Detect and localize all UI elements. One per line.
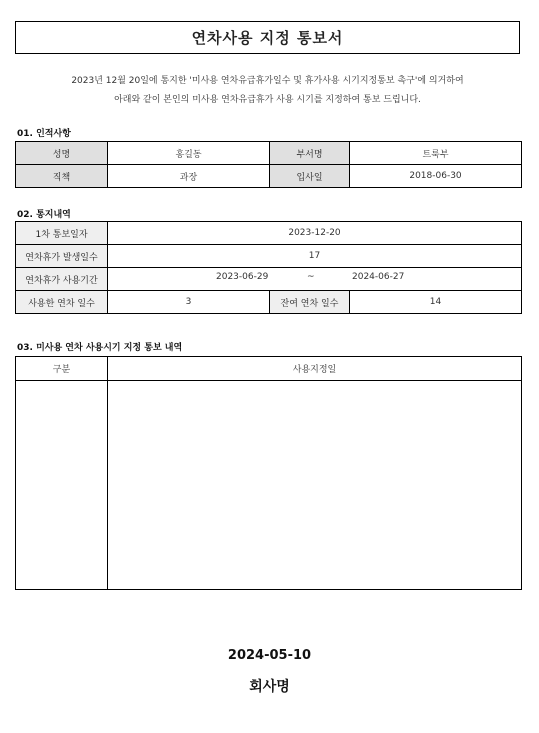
period-separator: ~ [307,272,315,282]
intro-line-2: 아래와 같이 본인의 미사용 연차유급휴가 사용 시기를 지정하여 통보 드립니다. [114,95,421,105]
remain-days-label: 잔여 연차 일수 [270,291,350,314]
section-notice-heading: 02. 통지내역 [17,210,71,220]
intro-line-1: 2023년 12월 20일에 통지한 '미사용 연차유급휴가일수 및 휴가사용 시기지정통보 촉구'에 의거하여 [71,76,464,86]
table-row [16,222,522,245]
period-value [108,268,522,291]
table-row [16,291,522,314]
position-value: 과장 [108,165,270,188]
issue-date: 2024-05-10 [227,648,312,663]
section-personal-heading: 01. 인적사항 [17,129,71,139]
table-row [16,165,522,188]
department-value: 트룩부 [350,142,522,165]
name-label: 성명 [16,142,108,165]
notice-table [15,221,522,314]
period-end: 2024-06-27 [352,272,405,282]
hire-date-label: 입사일 [270,165,350,188]
company-name: 회사명 [249,679,290,695]
table-row [16,357,522,381]
designation-table [15,356,522,590]
position-label: 직책 [16,165,108,188]
occur-days-value: 17 [108,245,522,268]
category-cell [16,381,108,590]
notice-date-value: 2023-12-20 [108,222,522,245]
category-header: 구분 [16,357,108,381]
used-days-label: 사용한 연차 일수 [16,291,108,314]
period-label: 연차휴가 사용기간 [16,268,108,291]
table-row [16,142,522,165]
notice-date-label: 1차 통보일자 [16,222,108,245]
document-title: 연차사용 지정 통보서 [15,21,520,54]
occur-days-label: 연차휴가 발생일수 [16,245,108,268]
designated-date-header: 사용지정일 [108,357,522,381]
section-designation-heading: 03. 미사용 연차 사용시기 지정 통보 내역 [17,343,183,353]
table-row [16,245,522,268]
used-days-value: 3 [108,291,270,314]
name-value: 홍길동 [108,142,270,165]
personal-info-table [15,141,522,188]
department-label: 부서명 [270,142,350,165]
designated-date-cell [108,381,522,590]
table-row [16,381,522,590]
period-start: 2023-06-29 [216,272,269,282]
remain-days-value: 14 [350,291,522,314]
hire-date-value: 2018-06-30 [350,165,522,188]
table-row [16,268,522,291]
